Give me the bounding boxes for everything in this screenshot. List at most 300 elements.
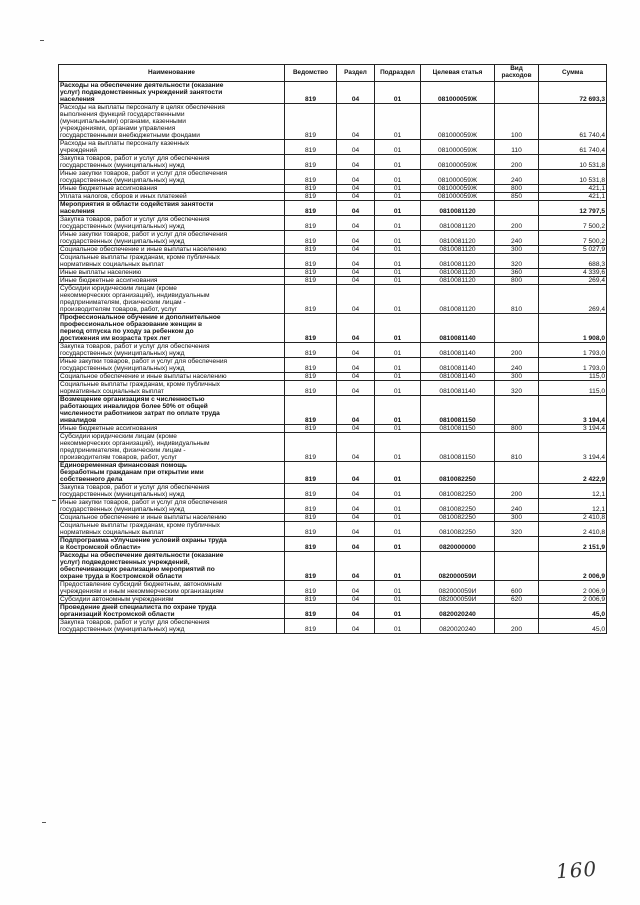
cell-name-line: некоммерческих организаций), индивидуальным — [60, 440, 210, 447]
cell-subsection: 01 — [375, 269, 421, 277]
cell-subsection: 01 — [375, 619, 421, 634]
cell-name-line: Закупка товаров, работ и услуг для обеспечения — [60, 155, 210, 162]
cell-sum: 4 339,6 — [539, 269, 607, 277]
cell-subsection: 01 — [375, 499, 421, 514]
cell-dept: 819 — [285, 484, 337, 499]
cell-sum: 61 740,4 — [539, 140, 607, 155]
cell-sum: 421,1 — [539, 185, 607, 193]
cell-sum: 7 500,2 — [539, 216, 607, 231]
cell-dept: 819 — [285, 537, 337, 552]
cell-name-line: государственных (муниципальных) нужд — [60, 506, 185, 513]
cell-kind: 600 — [495, 581, 539, 596]
cell-name-line: достижения им возраста трех лет — [60, 335, 171, 342]
cell-target: 0810081120 — [421, 216, 495, 231]
cell-name-line: Профессиональное обучение и дополнительное — [60, 314, 221, 321]
table-row — [59, 343, 607, 358]
cell-kind: 810 — [495, 285, 539, 314]
cell-kind: 850 — [495, 193, 539, 201]
cell-kind: 300 — [495, 373, 539, 381]
cell-dept: 819 — [285, 381, 337, 396]
cell-subsection: 01 — [375, 462, 421, 484]
cell-name-line: государственных (муниципальных) нужд — [60, 177, 185, 184]
cell-kind: 320 — [495, 254, 539, 269]
cell-section: 04 — [337, 140, 375, 155]
cell-subsection: 01 — [375, 381, 421, 396]
cell-name-line: профессиональное образование женщин в — [60, 321, 203, 328]
cell-kind: 300 — [495, 246, 539, 254]
cell-section: 04 — [337, 155, 375, 170]
cell-section: 04 — [337, 82, 375, 104]
cell-sum: 2 006,9 — [539, 581, 607, 596]
cell-name-line: Расходы на выплаты персоналу казенных — [60, 140, 190, 147]
cell-target: 0810081150 — [421, 396, 495, 425]
cell-name-line: Иные выплаты населению — [60, 269, 142, 276]
cell-name — [59, 269, 285, 277]
table-row — [59, 499, 607, 514]
cell-target: 0810081120 — [421, 285, 495, 314]
cell-subsection: 01 — [375, 277, 421, 285]
table-row — [59, 552, 607, 581]
cell-target: 082000059И — [421, 552, 495, 581]
cell-kind: 320 — [495, 381, 539, 396]
cell-dept: 819 — [285, 581, 337, 596]
cell-subsection: 01 — [375, 82, 421, 104]
cell-dept: 819 — [285, 170, 337, 185]
cell-name-line: нормативных социальных выплат — [60, 388, 164, 395]
cell-kind: 200 — [495, 343, 539, 358]
cell-sum: 12 797,5 — [539, 201, 607, 216]
cell-section: 04 — [337, 185, 375, 193]
cell-kind — [495, 314, 539, 343]
table-row — [59, 381, 607, 396]
cell-name-line: государственных (муниципальных) нужд — [60, 162, 185, 169]
cell-name-line: государственных (муниципальных) нужд — [60, 350, 185, 357]
cell-sum: 61 740,4 — [539, 104, 607, 140]
cell-name — [59, 522, 285, 537]
cell-sum: 688,3 — [539, 254, 607, 269]
cell-kind: 100 — [495, 104, 539, 140]
table-row — [59, 433, 607, 462]
cell-target: 0810081150 — [421, 433, 495, 462]
cell-section: 04 — [337, 604, 375, 619]
cell-subsection: 01 — [375, 193, 421, 201]
cell-target: 082000059И — [421, 596, 495, 604]
cell-target: 081000059Ж — [421, 193, 495, 201]
table-row — [59, 185, 607, 193]
table-row — [59, 82, 607, 104]
cell-name — [59, 104, 285, 140]
cell-section: 04 — [337, 277, 375, 285]
cell-name-line: Социальные выплаты гражданам, кроме публичных — [60, 381, 220, 388]
cell-sum: 115,0 — [539, 381, 607, 396]
cell-name-line: учреждениям и иным некоммерческим организациям — [60, 588, 224, 595]
cell-dept: 819 — [285, 185, 337, 193]
cell-kind: 300 — [495, 514, 539, 522]
cell-subsection: 01 — [375, 314, 421, 343]
cell-sum: 45,0 — [539, 619, 607, 634]
cell-name-line: в Костромской области» — [60, 544, 141, 551]
cell-name-line: выполнения функций государственными — [60, 111, 185, 118]
scan-mark — [52, 500, 56, 501]
table-row — [59, 619, 607, 634]
cell-dept: 819 — [285, 514, 337, 522]
cell-dept: 819 — [285, 269, 337, 277]
cell-sum: 1 793,0 — [539, 358, 607, 373]
cell-name-line: Предоставление субсидий бюджетным, автономным — [60, 581, 222, 588]
cell-subsection: 01 — [375, 185, 421, 193]
cell-kind: 800 — [495, 185, 539, 193]
cell-target: 0810081140 — [421, 358, 495, 373]
cell-kind — [495, 552, 539, 581]
cell-name-line: Иные закупки товаров, работ и услуг для обеспечения — [60, 499, 228, 506]
table-row — [59, 155, 607, 170]
col-header-section: Раздел — [337, 65, 375, 82]
cell-name — [59, 604, 285, 619]
cell-target: 0810082250 — [421, 462, 495, 484]
table-row — [59, 604, 607, 619]
cell-sum: 269,4 — [539, 285, 607, 314]
cell-name — [59, 185, 285, 193]
cell-section: 04 — [337, 201, 375, 216]
cell-name — [59, 246, 285, 254]
table-row — [59, 462, 607, 484]
cell-subsection: 01 — [375, 155, 421, 170]
cell-target: 082000059И — [421, 581, 495, 596]
cell-dept: 819 — [285, 285, 337, 314]
table-row — [59, 514, 607, 522]
cell-kind: 200 — [495, 619, 539, 634]
cell-section: 04 — [337, 373, 375, 381]
cell-sum: 2 410,8 — [539, 514, 607, 522]
cell-name — [59, 193, 285, 201]
cell-sum: 1 908,0 — [539, 314, 607, 343]
cell-name-line: период отпуска по уходу за ребенком до — [60, 328, 194, 335]
cell-name-line: государственных (муниципальных) нужд — [60, 365, 185, 372]
cell-name-line: населения — [60, 208, 95, 215]
table-row — [59, 581, 607, 596]
cell-name-line: Закупка товаров, работ и услуг для обеспечения — [60, 216, 210, 223]
cell-dept: 819 — [285, 373, 337, 381]
table-row — [59, 358, 607, 373]
cell-name — [59, 373, 285, 381]
cell-sum: 3 194,4 — [539, 396, 607, 425]
cell-subsection: 01 — [375, 285, 421, 314]
cell-name — [59, 285, 285, 314]
cell-section: 04 — [337, 269, 375, 277]
cell-section: 04 — [337, 499, 375, 514]
cell-sum: 3 194,4 — [539, 425, 607, 433]
cell-subsection: 01 — [375, 373, 421, 381]
cell-section: 04 — [337, 619, 375, 634]
cell-dept: 819 — [285, 433, 337, 462]
table-row — [59, 246, 607, 254]
table-row — [59, 231, 607, 246]
cell-section: 04 — [337, 104, 375, 140]
cell-kind: 110 — [495, 140, 539, 155]
cell-name — [59, 140, 285, 155]
cell-sum: 72 693,3 — [539, 82, 607, 104]
cell-dept: 819 — [285, 358, 337, 373]
cell-name-line: Социальное обеспечение и иные выплаты населению — [60, 514, 227, 521]
cell-name-line: инвалидов — [60, 417, 97, 424]
cell-kind: 240 — [495, 358, 539, 373]
col-header-target: Целевая статья — [421, 65, 495, 82]
cell-sum: 12,1 — [539, 484, 607, 499]
cell-subsection: 01 — [375, 358, 421, 373]
cell-name-line: численности работников затрат по оплате труда — [60, 410, 220, 417]
cell-section: 04 — [337, 596, 375, 604]
cell-name — [59, 216, 285, 231]
cell-sum: 10 531,8 — [539, 155, 607, 170]
cell-sum: 421,1 — [539, 193, 607, 201]
cell-name-line: обеспечивающих реализацию мероприятий по — [60, 566, 215, 573]
cell-name-line: Расходы на обеспечение деятельности (оказание — [60, 82, 224, 89]
cell-name — [59, 343, 285, 358]
cell-kind: 800 — [495, 277, 539, 285]
cell-dept: 819 — [285, 522, 337, 537]
cell-dept: 819 — [285, 246, 337, 254]
table-row — [59, 170, 607, 185]
cell-name-line: Расходы на выплаты персоналу в целях обеспечения — [60, 104, 225, 111]
cell-kind: 200 — [495, 216, 539, 231]
cell-name-line: Иные бюджетные ассигнования — [60, 185, 158, 192]
cell-kind: 240 — [495, 499, 539, 514]
cell-kind: 200 — [495, 484, 539, 499]
cell-sum: 12,1 — [539, 499, 607, 514]
cell-name — [59, 381, 285, 396]
cell-sum: 115,0 — [539, 373, 607, 381]
cell-subsection: 01 — [375, 396, 421, 425]
page-number: 160 — [555, 856, 598, 884]
cell-dept: 819 — [285, 314, 337, 343]
cell-target: 0810081120 — [421, 277, 495, 285]
cell-name — [59, 231, 285, 246]
cell-section: 04 — [337, 396, 375, 425]
cell-subsection: 01 — [375, 596, 421, 604]
cell-target: 0810081120 — [421, 254, 495, 269]
cell-name-line: Социальное обеспечение и иные выплаты населению — [60, 373, 227, 380]
cell-kind: 620 — [495, 596, 539, 604]
cell-name — [59, 596, 285, 604]
cell-target: 0810081140 — [421, 314, 495, 343]
cell-dept: 819 — [285, 619, 337, 634]
cell-dept: 819 — [285, 193, 337, 201]
cell-name — [59, 277, 285, 285]
cell-target: 0820000000 — [421, 537, 495, 552]
cell-target: 0810082250 — [421, 499, 495, 514]
cell-dept: 819 — [285, 140, 337, 155]
cell-kind — [495, 462, 539, 484]
table-body — [59, 82, 607, 634]
cell-target: 0820020240 — [421, 619, 495, 634]
cell-name-line: Единовременная финансовая помощь — [60, 462, 187, 469]
table-row — [59, 522, 607, 537]
table-row — [59, 269, 607, 277]
cell-name-line: Субсидии автономным учреждениям — [60, 596, 174, 603]
cell-name-line: организаций Костромской области — [60, 611, 175, 618]
cell-name — [59, 619, 285, 634]
col-header-sum: Сумма — [539, 65, 607, 82]
cell-name-line: предпринимателям, физическим лицам - — [60, 299, 186, 306]
cell-subsection: 01 — [375, 514, 421, 522]
cell-name — [59, 433, 285, 462]
cell-dept: 819 — [285, 254, 337, 269]
cell-name-line: некоммерческих организаций), индивидуальным — [60, 292, 210, 299]
cell-subsection: 01 — [375, 201, 421, 216]
cell-sum: 7 500,2 — [539, 231, 607, 246]
cell-name-line: Закупка товаров, работ и услуг для обеспечения — [60, 619, 210, 626]
cell-target: 0810081140 — [421, 373, 495, 381]
cell-section: 04 — [337, 484, 375, 499]
cell-target: 0810081120 — [421, 231, 495, 246]
cell-target: 081000059Ж — [421, 185, 495, 193]
cell-target: 081000059Ж — [421, 155, 495, 170]
cell-name-line: государственных (муниципальных) нужд — [60, 491, 185, 498]
cell-target: 081000059Ж — [421, 104, 495, 140]
cell-name-line: Социальное обеспечение и иные выплаты населению — [60, 246, 227, 253]
table-row — [59, 285, 607, 314]
cell-name-line: (муниципальными) органами, казенными — [60, 118, 186, 125]
cell-name — [59, 82, 285, 104]
cell-subsection: 01 — [375, 216, 421, 231]
cell-name-line: учреждений — [60, 147, 97, 154]
cell-subsection: 01 — [375, 343, 421, 358]
cell-sum: 3 194,4 — [539, 433, 607, 462]
cell-name — [59, 358, 285, 373]
cell-section: 04 — [337, 425, 375, 433]
budget-sheet — [58, 64, 606, 634]
cell-kind: 200 — [495, 155, 539, 170]
cell-section: 04 — [337, 193, 375, 201]
cell-name-line: нормативных социальных выплат — [60, 261, 164, 268]
cell-name-line: нормативных социальных выплат — [60, 529, 164, 536]
cell-sum: 2 006,9 — [539, 596, 607, 604]
cell-name-line: Социальные выплаты гражданам, кроме публичных — [60, 522, 220, 529]
cell-target: 0810081120 — [421, 269, 495, 277]
cell-section: 04 — [337, 514, 375, 522]
col-header-dept: Ведомство — [285, 65, 337, 82]
cell-dept: 819 — [285, 604, 337, 619]
cell-target: 081000059Ж — [421, 82, 495, 104]
table-row — [59, 396, 607, 425]
cell-sum: 5 027,9 — [539, 246, 607, 254]
cell-dept: 819 — [285, 104, 337, 140]
cell-target: 0810081140 — [421, 343, 495, 358]
cell-name-line: Иные закупки товаров, работ и услуг для обеспечения — [60, 170, 228, 177]
cell-kind — [495, 537, 539, 552]
cell-name-line: Субсидии юридическим лицам (кроме — [60, 285, 177, 292]
cell-name-line: Уплата налогов, сборов и иных платежей — [60, 193, 187, 200]
cell-subsection: 01 — [375, 552, 421, 581]
cell-subsection: 01 — [375, 433, 421, 462]
cell-name — [59, 254, 285, 269]
budget-table — [58, 64, 607, 634]
table-row — [59, 484, 607, 499]
scan-mark — [42, 822, 46, 823]
cell-subsection: 01 — [375, 170, 421, 185]
cell-kind: 800 — [495, 425, 539, 433]
cell-name-line: Закупка товаров, работ и услуг для обеспечения — [60, 484, 210, 491]
cell-section: 04 — [337, 246, 375, 254]
cell-section: 04 — [337, 285, 375, 314]
cell-subsection: 01 — [375, 231, 421, 246]
cell-name — [59, 314, 285, 343]
cell-section: 04 — [337, 433, 375, 462]
cell-name — [59, 484, 285, 499]
cell-name — [59, 170, 285, 185]
cell-dept: 819 — [285, 201, 337, 216]
cell-subsection: 01 — [375, 140, 421, 155]
cell-target: 0810082250 — [421, 514, 495, 522]
cell-name — [59, 499, 285, 514]
cell-name-line: Субсидии юридическим лицам (кроме — [60, 433, 177, 440]
cell-kind — [495, 201, 539, 216]
cell-name — [59, 201, 285, 216]
cell-name — [59, 462, 285, 484]
cell-dept: 819 — [285, 82, 337, 104]
cell-target: 0810081140 — [421, 381, 495, 396]
cell-section: 04 — [337, 358, 375, 373]
cell-name-line: Иные бюджетные ассигнования — [60, 425, 158, 432]
cell-name-line: работающих инвалидов более 50% от общей — [60, 403, 208, 410]
cell-name — [59, 155, 285, 170]
table-row — [59, 254, 607, 269]
cell-dept: 819 — [285, 343, 337, 358]
cell-name-line: Закупка товаров, работ и услуг для обеспечения — [60, 343, 210, 350]
table-row — [59, 596, 607, 604]
cell-dept: 819 — [285, 499, 337, 514]
cell-section: 04 — [337, 537, 375, 552]
cell-target: 081000059Ж — [421, 170, 495, 185]
cell-dept: 819 — [285, 596, 337, 604]
cell-target: 0810081120 — [421, 246, 495, 254]
cell-target: 0810082250 — [421, 484, 495, 499]
cell-target: 0810081150 — [421, 425, 495, 433]
cell-name-line: Возмещение организациям с численностью — [60, 396, 205, 403]
cell-kind — [495, 604, 539, 619]
col-header-name: Наименование — [59, 65, 285, 82]
cell-dept: 819 — [285, 396, 337, 425]
cell-section: 04 — [337, 381, 375, 396]
cell-section: 04 — [337, 462, 375, 484]
cell-section: 04 — [337, 231, 375, 246]
cell-name-line: Иные закупки товаров, работ и услуг для обеспечения — [60, 358, 228, 365]
cell-subsection: 01 — [375, 604, 421, 619]
cell-dept: 819 — [285, 462, 337, 484]
cell-kind: 240 — [495, 231, 539, 246]
table-row — [59, 314, 607, 343]
cell-section: 04 — [337, 254, 375, 269]
cell-name — [59, 396, 285, 425]
cell-subsection: 01 — [375, 254, 421, 269]
cell-name-line: Иные бюджетные ассигнования — [60, 277, 158, 284]
cell-sum: 45,0 — [539, 604, 607, 619]
cell-kind — [495, 82, 539, 104]
cell-name-line: Проведение дней специалиста по охране труда — [60, 604, 217, 611]
cell-name-line: учреждениями, органами управления — [60, 125, 176, 132]
cell-sum: 2 422,9 — [539, 462, 607, 484]
cell-dept: 819 — [285, 425, 337, 433]
table-row — [59, 537, 607, 552]
cell-subsection: 01 — [375, 522, 421, 537]
cell-name-line: предпринимателям, физическим лицам - — [60, 447, 186, 454]
cell-kind: 360 — [495, 269, 539, 277]
cell-name-line: охране труда в Костромской области — [60, 573, 183, 580]
scan-mark — [40, 40, 44, 41]
cell-name — [59, 425, 285, 433]
cell-name — [59, 552, 285, 581]
cell-dept: 819 — [285, 155, 337, 170]
